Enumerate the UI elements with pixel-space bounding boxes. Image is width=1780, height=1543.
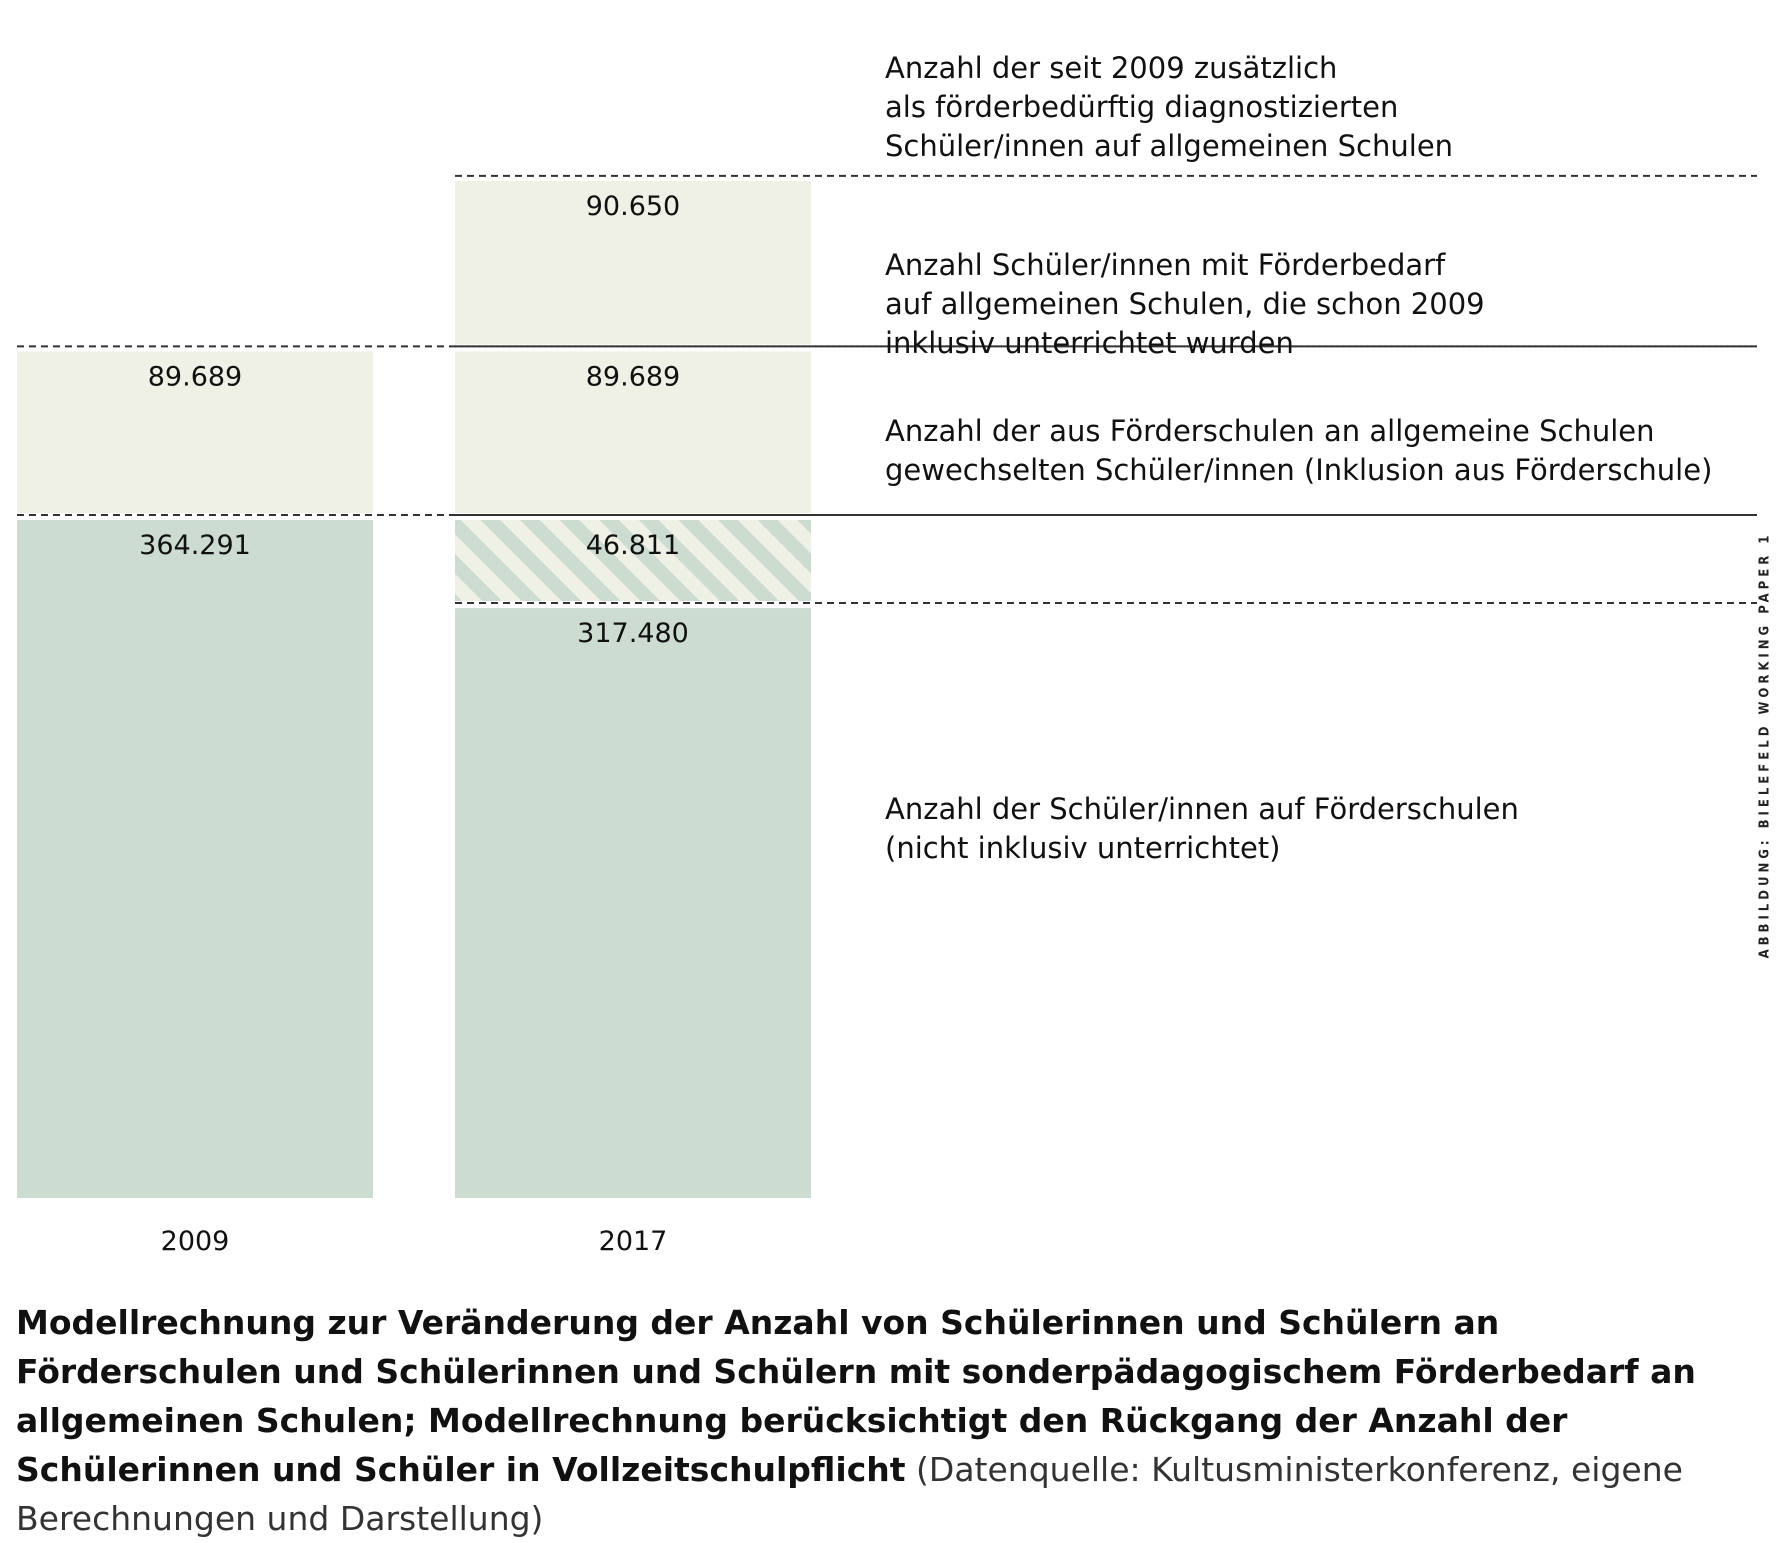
legend-item-schon-2009 xyxy=(885,246,1485,363)
legend-line: gewechselten Schüler/innen (Inklusion aus Förderschule) xyxy=(885,453,1713,487)
figure-credit: ABBILDUNG: BIELEFELD WORKING PAPER 1 xyxy=(1757,531,1773,959)
caption-title: Modellrechnung zur Veränderung der Anzahl von Schülerinnen und Schülern an Förderschulen und Schülerinnen und Schülern mit sonderpädagogischem Förderbedarf an allgemeinen Schulen; Modellrechnung berücksichtigt den Rückgang der Anzahl der Schülerinnen und Schüler in Vollzeitschulpflicht xyxy=(16,1303,1696,1489)
value-label: 317.480 xyxy=(577,618,689,650)
x-tick-label: 2017 xyxy=(598,1226,668,1257)
value-label: 46.811 xyxy=(585,530,681,561)
legend-line: inklusiv unterrichtet wurden xyxy=(885,326,1294,360)
figure-caption xyxy=(16,1298,1766,1543)
caption-source: (Datenquelle: Kultusministerkonferenz, eigene Berechnungen und Darstellung) xyxy=(16,1450,1683,1538)
legend-line: Anzahl der Schüler/innen auf Förderschulen xyxy=(885,792,1519,826)
bar-2009-foerderschulen xyxy=(17,520,373,1198)
legend-line: Anzahl Schüler/innen mit Förderbedarf xyxy=(885,248,1446,282)
legend-line: Anzahl der seit 2009 zusätzlich xyxy=(885,51,1338,85)
legend-line: Anzahl der aus Förderschulen an allgemeine Schulen xyxy=(885,414,1655,448)
value-label: 89.689 xyxy=(147,361,243,393)
legend-item-inklusion xyxy=(885,412,1712,490)
legend-line: (nicht inklusiv unterrichtet) xyxy=(885,831,1281,865)
bar-2017-foerderschulen xyxy=(455,608,811,1198)
value-label: 90.650 xyxy=(585,190,681,222)
value-label: 89.689 xyxy=(585,361,681,393)
legend-item-zusaetzlich xyxy=(885,49,1453,166)
legend-item-foerderschulen xyxy=(885,790,1519,868)
legend-line: als förderbedürftig diagnostizierten xyxy=(885,90,1399,124)
value-label: 364.291 xyxy=(139,530,251,561)
x-tick-label: 2009 xyxy=(160,1226,230,1257)
legend-line: auf allgemeinen Schulen, die schon 2009 xyxy=(885,287,1485,321)
legend-line: Schüler/innen auf allgemeinen Schulen xyxy=(885,129,1454,163)
